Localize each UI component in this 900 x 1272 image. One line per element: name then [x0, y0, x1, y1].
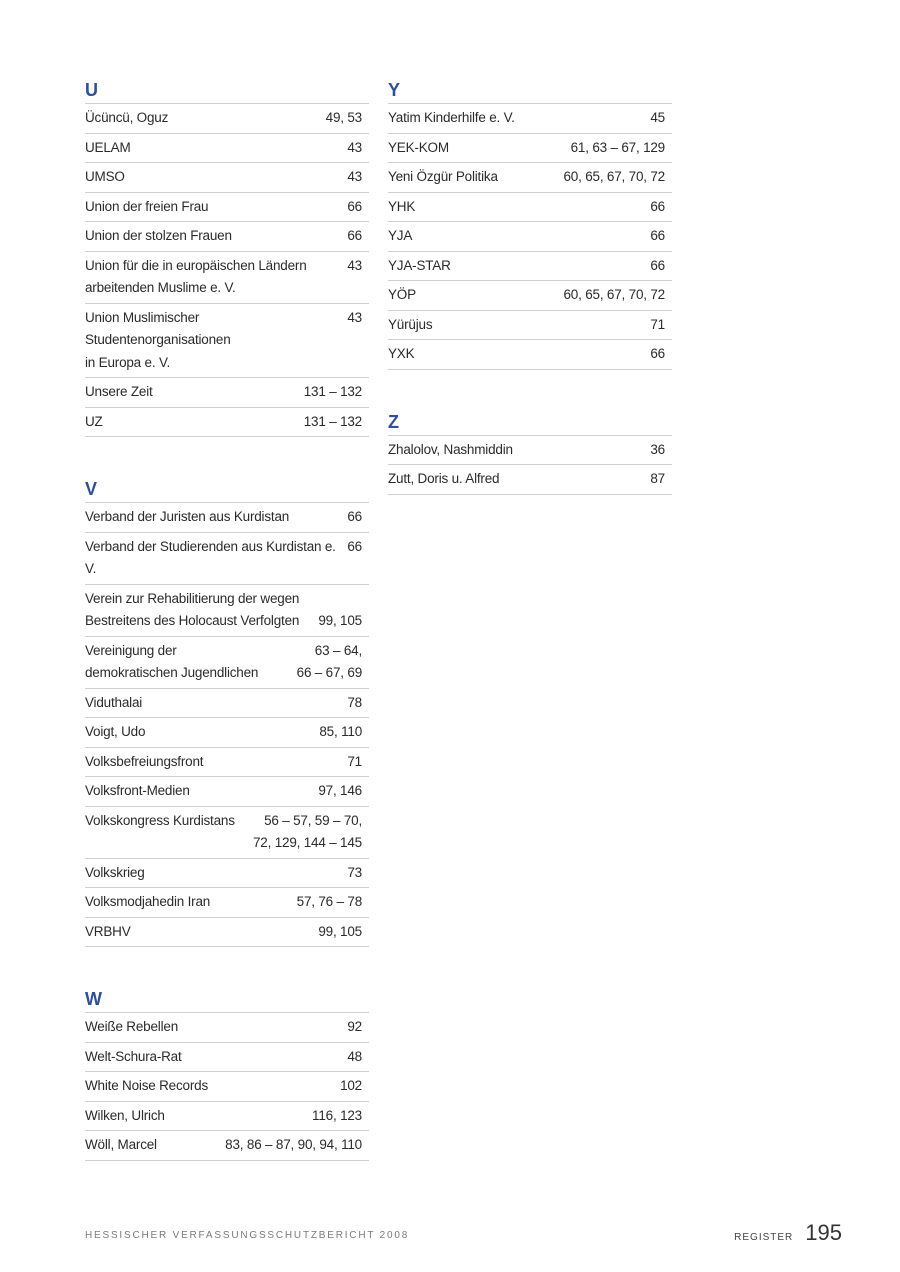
entry-pages: 73 — [347, 864, 362, 880]
entry-pages: 56 – 57, 59 – 70, 72, 129, 144 – 145 — [252, 812, 362, 850]
entry-name: YEK-KOM — [388, 139, 449, 155]
index-entry — [388, 465, 672, 495]
entry-name: YHK — [388, 198, 416, 214]
entry-pages: 63 – 64, 66 – 67, 69 — [296, 642, 362, 680]
entry-name: Volksbefreiungsfront — [85, 753, 204, 769]
entry-name: Yatim Kinderhilfe e. V. — [388, 110, 515, 125]
entry-pages: 43 — [347, 309, 362, 325]
index-entry — [388, 281, 672, 311]
index-entry — [388, 252, 672, 282]
entry-name: YÖP — [388, 287, 416, 302]
entry-name: Unsere Zeit — [85, 384, 153, 399]
entry-name: Union Muslimischer Studentenorganisationen in Europa e. V. — [85, 309, 231, 370]
index-section-y — [388, 78, 672, 370]
entry-name: Union für die in europäischen Ländern arbeitenden Muslime e. V. — [85, 257, 307, 295]
entry-pages: 87 — [650, 471, 665, 486]
entry-pages: 85, 110 — [319, 724, 362, 739]
entry-name: Union der freien Frau — [85, 198, 209, 214]
entry-pages: 83, 86 – 87, 90, 94, 110 — [225, 1137, 362, 1152]
section-letter-heading: W — [85, 987, 369, 1013]
index-entry — [388, 436, 672, 466]
entry-name: UZ — [85, 413, 103, 429]
footer-section-label: REGISTER — [734, 1232, 794, 1243]
entry-name: Verein zur Rehabilitierung der wegen Bestreitens des Holocaust Verfolgten — [85, 590, 300, 628]
footer-publication-title: HESSISCHER VERFASSUNGSSCHUTZBERICHT 2008 — [85, 1230, 410, 1241]
index-entry — [85, 585, 369, 637]
entry-pages: 66 — [347, 198, 362, 214]
entry-pages: 43 — [347, 257, 362, 273]
entry-name: Yeni Özgür Politika — [388, 169, 498, 184]
entry-name: UMSO — [85, 169, 125, 184]
index-entry — [85, 1043, 369, 1073]
entry-name: Verband der Juristen aus Kurdistan — [85, 509, 290, 524]
index-entry — [85, 222, 369, 252]
entry-name: Zhalolov, Nashmiddin — [388, 441, 513, 457]
entry-name: UELAM — [85, 139, 131, 155]
entry-pages: 60, 65, 67, 70, 72 — [563, 169, 665, 184]
entry-name: Voigt, Udo — [85, 724, 146, 739]
entry-name: VRBHV — [85, 923, 131, 939]
index-entry — [85, 689, 369, 719]
index-entry — [388, 311, 672, 341]
entry-pages: 43 — [347, 169, 362, 184]
index-entry — [388, 222, 672, 252]
index-entry — [85, 1013, 369, 1043]
entry-name: Zutt, Doris u. Alfred — [388, 471, 500, 486]
entry-name: Verband der Studierenden aus Kurdistan e. V. — [85, 538, 336, 576]
entry-pages: 71 — [650, 316, 665, 332]
entry-name: Volksmodjahedin Iran — [85, 894, 211, 909]
index-entry — [85, 859, 369, 889]
index-entry — [85, 1072, 369, 1102]
index-entry — [85, 503, 369, 533]
index-entry — [85, 252, 369, 304]
entry-name: White Noise Records — [85, 1078, 208, 1093]
index-entry — [85, 163, 369, 193]
entry-pages: 99, 105 — [318, 923, 362, 939]
index-entry — [85, 777, 369, 807]
index-section-w — [85, 987, 369, 1161]
entry-pages: 45 — [650, 110, 665, 125]
index-entry — [85, 304, 369, 379]
entry-pages: 66 — [650, 228, 665, 243]
index-entry — [85, 807, 369, 859]
entry-pages: 66 — [347, 509, 362, 524]
entry-pages: 66 — [650, 346, 665, 361]
index-section-v — [85, 477, 369, 947]
entry-pages: 131 – 132 — [303, 413, 362, 429]
entry-name: Vereinigung der demokratischen Jugendlichen — [85, 642, 259, 680]
index-entry — [85, 637, 369, 689]
entry-name: YXK — [388, 346, 415, 361]
entry-pages: 97, 146 — [318, 783, 362, 798]
entry-pages: 92 — [347, 1019, 362, 1034]
entry-pages: 66 — [347, 228, 362, 243]
section-letter-heading: V — [85, 477, 369, 503]
section-letter-heading: Z — [388, 410, 672, 436]
index-entry — [85, 1102, 369, 1132]
index-entry — [85, 408, 369, 438]
entry-pages: 66 — [347, 538, 362, 554]
index-section-u — [85, 78, 369, 437]
index-entry — [85, 748, 369, 778]
index-entry — [85, 378, 369, 408]
index-entry — [85, 533, 369, 585]
index-entry — [388, 193, 672, 223]
entry-name: Volkskongress Kurdistans — [85, 812, 235, 828]
index-section-z — [388, 410, 672, 495]
index-entry — [388, 104, 672, 134]
entry-name: Volkskrieg — [85, 864, 145, 880]
entry-name: Union der stolzen Frauen — [85, 228, 232, 243]
entry-name: Wöll, Marcel — [85, 1137, 157, 1152]
index-entry — [388, 163, 672, 193]
index-entry — [388, 134, 672, 164]
index-entry — [85, 1131, 369, 1161]
entry-name: Weiße Rebellen — [85, 1019, 178, 1034]
footer-page-info — [734, 1220, 842, 1246]
index-column-right — [388, 78, 672, 535]
entry-pages: 61, 63 – 67, 129 — [570, 139, 665, 155]
entry-pages: 66 — [650, 198, 665, 214]
index-entry — [85, 718, 369, 748]
entry-pages: 57, 76 – 78 — [296, 894, 362, 909]
entry-name: Volksfront-Medien — [85, 783, 190, 798]
entry-pages: 131 – 132 — [303, 384, 362, 399]
page-number: 195 — [805, 1220, 842, 1245]
entry-name: YJA — [388, 228, 413, 243]
entry-name: Wilken, Ulrich — [85, 1107, 165, 1123]
entry-pages: 36 — [650, 441, 665, 457]
entry-pages: 43 — [347, 139, 362, 155]
index-column-left — [85, 78, 369, 1201]
entry-pages: 116, 123 — [312, 1107, 362, 1123]
entry-name: Ücüncü, Oguz — [85, 110, 169, 125]
entry-pages: 48 — [347, 1048, 362, 1064]
index-entry — [388, 340, 672, 370]
index-entry — [85, 918, 369, 948]
section-letter-heading: U — [85, 78, 369, 104]
entry-pages: 102 — [340, 1078, 362, 1093]
index-entry — [85, 134, 369, 164]
section-letter-heading: Y — [388, 78, 672, 104]
entry-pages: 71 — [347, 753, 362, 769]
entry-pages: 78 — [347, 694, 362, 710]
entry-pages: 49, 53 — [325, 110, 362, 125]
entry-pages: 66 — [650, 257, 665, 273]
entry-name: YJA-STAR — [388, 257, 451, 273]
entry-pages: 60, 65, 67, 70, 72 — [563, 287, 665, 302]
index-entry — [85, 888, 369, 918]
index-entry — [85, 104, 369, 134]
index-entry — [85, 193, 369, 223]
entry-name: Viduthalai — [85, 694, 143, 710]
entry-name: Welt-Schura-Rat — [85, 1048, 182, 1064]
entry-name: Yürüjus — [388, 316, 433, 332]
entry-pages: 99, 105 — [318, 613, 362, 628]
